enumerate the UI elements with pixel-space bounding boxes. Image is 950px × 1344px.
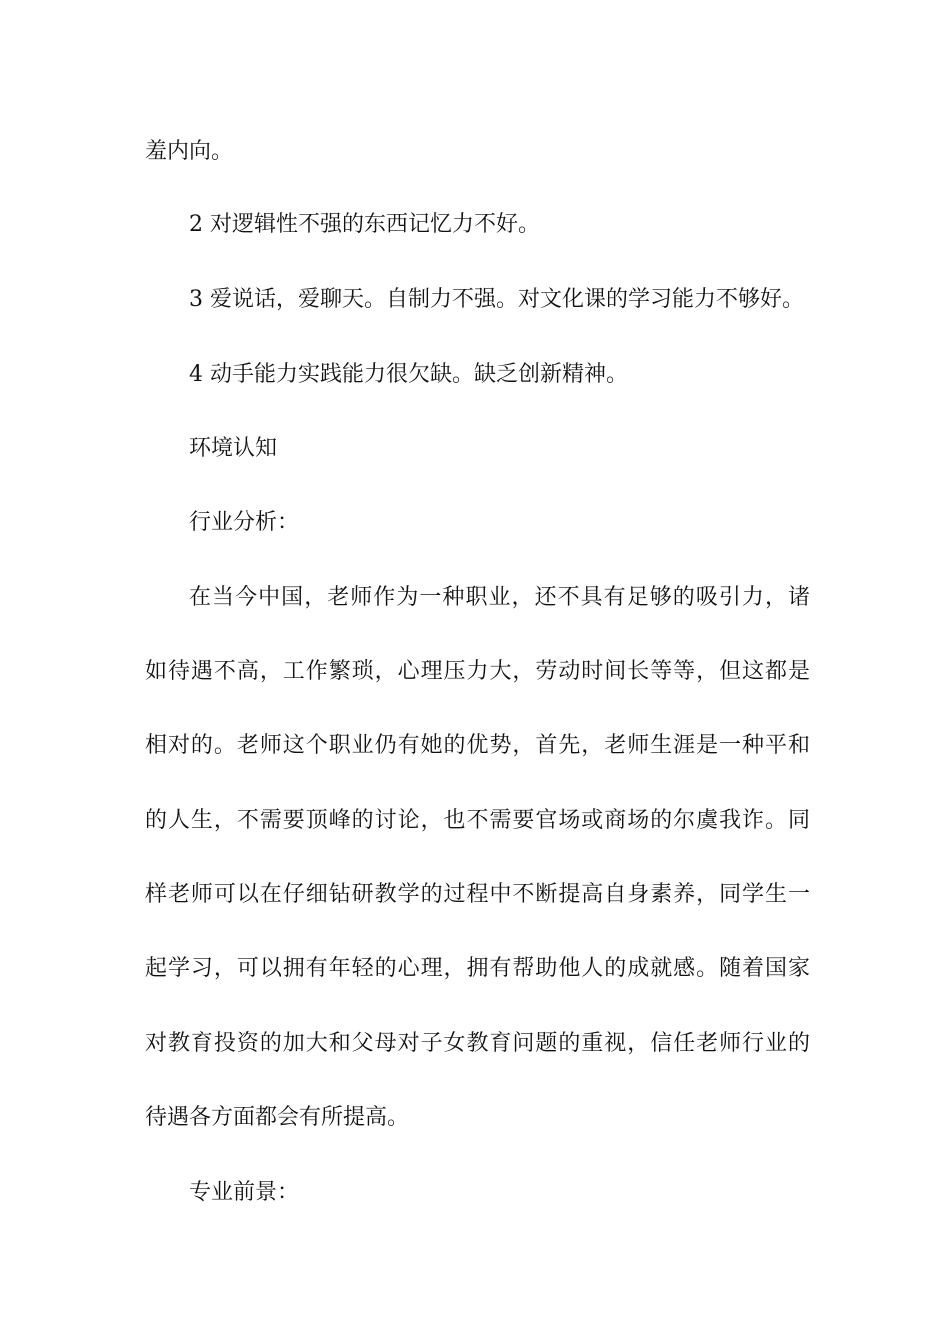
list-item-3: 3 爱说话，爱聊天。自制力不强。对文化课的学习能力不够好。 <box>189 287 804 312</box>
section-heading-environment: 环境认知 <box>189 436 278 461</box>
paragraph-line: 起学习，可以拥有年轻的心理，拥有帮助他人的成就感。随着国家 <box>145 956 810 981</box>
paragraph-line: 样老师可以在仔细钻研教学的过程中不断提高自身素养，同学生一 <box>145 882 810 907</box>
paragraph-line: 如待遇不高，工作繁琐，心理压力大，劳动时间长等等，但这都是 <box>145 659 810 684</box>
text-line-continuation: 羞内向。 <box>145 139 234 164</box>
paragraph-line: 在当今中国，老师作为一种职业，还不具有足够的吸引力，诸 <box>189 585 810 610</box>
paragraph-line: 的人生，不需要顶峰的讨论，也不需要官场或商场的尔虞我诈。同 <box>145 808 810 833</box>
list-item-2: 2 对逻辑性不强的东西记忆力不好。 <box>189 212 540 237</box>
paragraph-line-last: 待遇各方面都会有所提高。 <box>145 1105 410 1130</box>
list-item-4: 4 动手能力实践能力很欠缺。缺乏创新精神。 <box>189 362 628 387</box>
paragraph-line: 对教育投资的加大和父母对子女教育问题的重视，信任老师行业的 <box>145 1031 810 1056</box>
subheading-industry-analysis: 行业分析： <box>189 510 300 535</box>
paragraph-line: 相对的。老师这个职业仍有她的优势，首先，老师生涯是一种平和 <box>145 733 810 758</box>
subheading-professional-prospects: 专业前景： <box>189 1180 300 1205</box>
